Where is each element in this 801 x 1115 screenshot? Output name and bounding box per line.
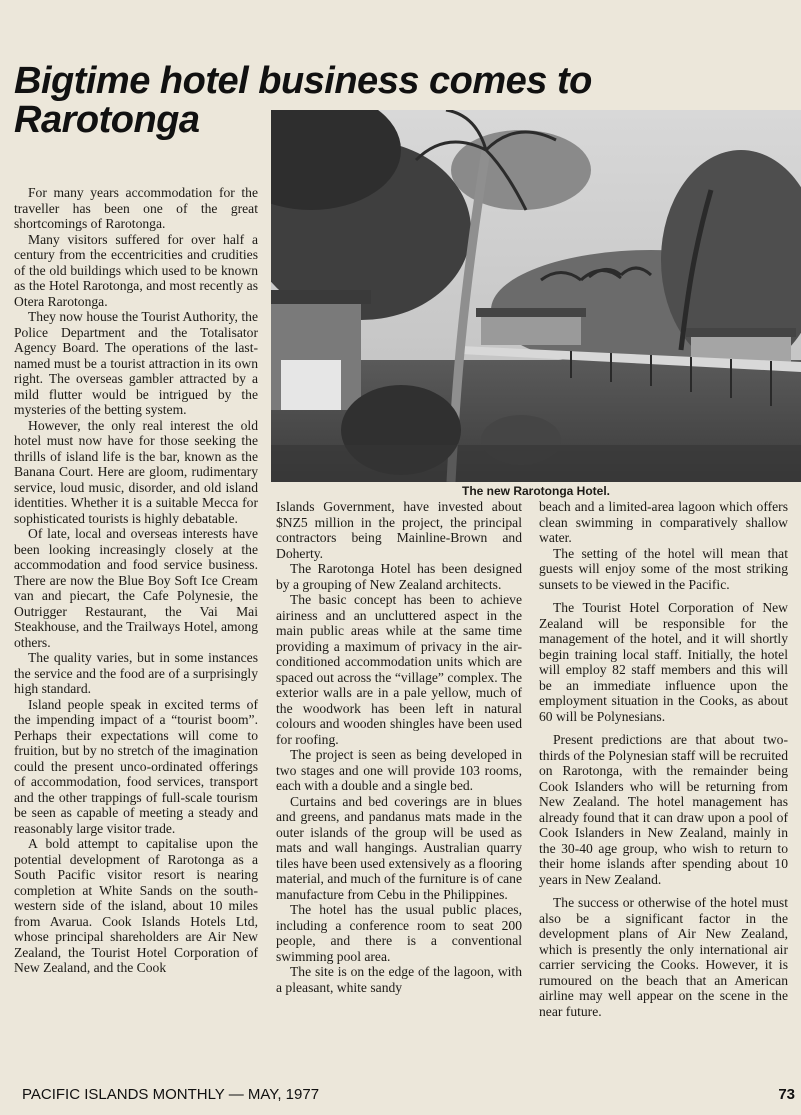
paragraph: The hotel has the usual public places, including a conference room to seat 200 people, and there is a conventional swimming pool area. <box>276 902 522 964</box>
paragraph: The Tourist Hotel Corporation of New Zealand will be responsible for the management of the hotel, and it will shortly begin training local staff. Initially, the hotel will employ 82 staff members and this will be an immediate influence upon the employment situation in the Cooks, as about 60 will be Polynesians. <box>539 600 788 724</box>
paragraph: Many visitors suffered for over half a century from the eccentricities and crudities of the old buildings which used to be known as the Hotel Rarotonga, and most recently as Otera Rarotonga. <box>14 231 258 309</box>
paragraph: The site is on the edge of the lagoon, with a pleasant, white sandy <box>276 964 522 995</box>
headline-line-2: Rarotonga <box>14 99 200 141</box>
paragraph: A bold attempt to capitalise upon the potential development of Rarotonga as a South Pacific visitor resort is nearing completion at White Sands on the south-western side of the island, about 10 miles from Avarua. Cook Islands Hotels Ltd, whose principal shareholders are Air New Zealand, the Tourist Hotel Corporation of New Zealand, and the Cook <box>14 836 258 975</box>
paragraph: However, the only real interest the old hotel must now have for those seeking the thrills of island life is the bar, known as the Banana Court. Here are gloom, rudimentary service, loud music, disorder, and old island identities. Whether it is a suitable Mecca for sophisticated tourists is highly debatable. <box>14 417 258 526</box>
article-column-2 <box>276 499 522 995</box>
paragraph: They now house the Tourist Authority, the Police Department and the Totalisator Agency Board. The operations of the last-named must be a tourist attraction in its own right. The overseas gambler attracted by a mild flutter would be intrigued by the mysteries of the betting system. <box>14 309 258 417</box>
paragraph: The basic concept has been to achieve airiness and an uncluttered aspect in the main public areas while at the same time providing a maximum of privacy in the air-conditioned accommodation units which are spaced out across the “village” complex. The exterior walls are in a pale yellow, much of the woodwork has been left in natural colours and wooden shingles have been used for roofing. <box>276 592 522 747</box>
paragraph: Present predictions are that about two-thirds of the Polynesian staff will be recruited on Rarotonga, with the remainder being Cook Islanders who will be returning from New Zealand. The hotel management has already found that it can draw upon a pool of Cook Islanders in New Zealand, mainly in the 30-40 age group, who wish to return to their home islands after spending about 10 years in New Zealand. <box>539 732 788 887</box>
paragraph: The success or otherwise of the hotel must also be a significant factor in the development plans of Air New Zealand, which is presently the only international air carrier servicing the Cooks. However, it is rumoured on the beach that an American airline may well appear on the scene in the near future. <box>539 895 788 1019</box>
paragraph: Island people speak in excited terms of the impending impact of a “tourist boom”. Perhaps their expectations will come to fruition, but by no stretch of the imagination could the present unco-ordinated offerings of accommodation, food services, transport and the other trappings of full-scale tourism be seen as capable of meeting a steady and reasonably large visitor trade. <box>14 696 258 836</box>
paragraph: The project is seen as being developed in two stages and one will provide 103 rooms, each with a double and a single bed. <box>276 747 522 793</box>
paragraph: Of late, local and overseas interests have been looking increasingly closely at the accommodation and food service business. There are now the Blue Boy Soft Ice Cream van and piecart, the Cafe Polynesie, the Outrigger Restaurant, the Vai Mai Steakhouse, and the Trailways Hotel, among others. <box>14 526 258 650</box>
headline-line-1: Bigtime hotel business comes to <box>14 60 592 102</box>
article-column-3 <box>539 499 788 1019</box>
paragraph: beach and a limited-area lagoon which offers clean swimming in comparatively shallow water. <box>539 499 788 545</box>
article-column-1 <box>14 185 258 976</box>
photo-caption: The new Rarotonga Hotel. <box>461 484 610 498</box>
paragraph: The Rarotonga Hotel has been designed by a grouping of New Zealand architects. <box>276 561 522 592</box>
paragraph: Islands Government, have invested about $NZ5 million in the project, the principal contractors being Mainline-Brown and Doherty. <box>276 499 522 561</box>
publication-line: PACIFIC ISLANDS MONTHLY — MAY, 1977 <box>22 1086 320 1103</box>
paragraph: Curtains and bed coverings are in blues and greens, and pandanus mats made in the outer islands of the group will be used as mats and wall hangings. Australian quarry tiles have been used extensively as a flooring material, and much of the furniture is of cane manufacture from Cebu in the Philippines. <box>276 793 522 902</box>
hotel-photo <box>271 110 801 482</box>
paragraph: The setting of the hotel will mean that guests will enjoy some of the most striking sunsets to be viewed in the Pacific. <box>539 545 788 592</box>
paragraph: The quality varies, but in some instances the service and the food are of a surprisingly high standard. <box>14 650 258 696</box>
paragraph: For many years accommodation for the traveller has been one of the great shortcomings of Rarotonga. <box>14 185 258 231</box>
page-number: 73 <box>778 1086 795 1103</box>
